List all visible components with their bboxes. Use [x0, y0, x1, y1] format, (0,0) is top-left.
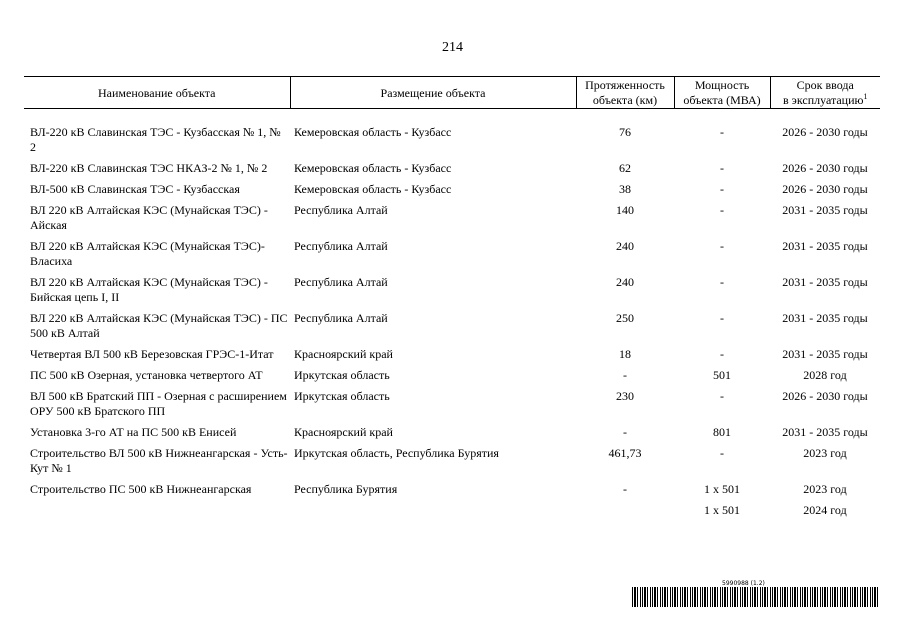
cell-length: 230 [616, 389, 634, 403]
cell-length: 240 [616, 239, 634, 253]
cell-name: ПС 500 кВ Озерная, установка четвертого АТ [30, 368, 263, 382]
cell-power: 801 [713, 425, 731, 439]
barcode-block [632, 580, 880, 607]
cell-length: 140 [616, 203, 634, 217]
cell-power: - [720, 347, 724, 361]
cell-term: 2031 - 2035 годы [782, 275, 868, 289]
cell-name: ВЛ-500 кВ Славинская ТЭС - Кузбасская [30, 182, 240, 196]
cell-length: 461,73 [608, 446, 642, 460]
cell-name: ВЛ 220 кВ Алтайская КЭС (Мунайская ТЭС) - Айская [30, 203, 268, 232]
cell-place: Республика Алтай [294, 311, 388, 325]
cell-power: - [720, 182, 724, 196]
cell-name: ВЛ 220 кВ Алтайская КЭС (Мунайская ТЭС) - ПС 500 кВ Алтай [30, 311, 288, 340]
cell-term: 2028 год [803, 368, 847, 382]
cell-term: 2031 - 2035 годы [782, 425, 868, 439]
objects-table [24, 76, 880, 524]
cell-length: 240 [616, 275, 634, 289]
table-row [24, 446, 880, 482]
table-row [24, 389, 880, 425]
table-row [24, 503, 880, 524]
cell-power: - [720, 311, 724, 325]
table-row [24, 482, 880, 503]
cell-term: 2026 - 2030 годы [782, 182, 868, 196]
cell-length: - [623, 482, 627, 496]
cell-place: Республика Бурятия [294, 482, 398, 496]
cell-place: Республика Алтай [294, 203, 388, 217]
footnote-mark: 1 [863, 92, 868, 101]
cell-term: 2023 год [803, 482, 847, 496]
header-spacer [24, 109, 880, 126]
cell-power: - [720, 389, 724, 403]
cell-length: - [623, 368, 627, 382]
header-length: Протяженность объекта (км) [576, 77, 674, 109]
header-name: Наименование объекта [24, 77, 290, 109]
table-row [24, 125, 880, 161]
cell-place: Кемеровская область - Кузбасс [294, 182, 452, 196]
cell-power: 501 [713, 368, 731, 382]
cell-name: ВЛ-220 кВ Славинская ТЭС НКАЗ-2 № 1, № 2 [30, 161, 268, 175]
cell-power: - [720, 203, 724, 217]
cell-place: Республика Алтай [294, 239, 388, 253]
cell-place: Иркутская область [294, 389, 390, 403]
cell-name: ВЛ 220 кВ Алтайская КЭС (Мунайская ТЭС) - Бийская цепь I, II [30, 275, 268, 304]
cell-length: 38 [619, 182, 631, 196]
cell-place: Красноярский край [294, 425, 393, 439]
cell-place: Иркутская область, Республика Бурятия [294, 446, 499, 460]
cell-power: - [720, 446, 724, 460]
cell-name: ВЛ 500 кВ Братский ПП - Озерная с расширением ОРУ 500 кВ Братского ПП [30, 389, 287, 418]
header-term: Срок ввода в эксплуатацию$^1$ [770, 77, 880, 109]
table-row [24, 347, 880, 368]
cell-term: 2031 - 2035 годы [782, 239, 868, 253]
cell-name: Строительство ВЛ 500 кВ Нижнеангарская - Усть-Кут № 1 [30, 446, 288, 475]
table-row [24, 275, 880, 311]
cell-length: 62 [619, 161, 631, 175]
cell-place: Республика Алтай [294, 275, 388, 289]
header-place: Размещение объекта [290, 77, 576, 109]
cell-term: 2031 - 2035 годы [782, 347, 868, 361]
table-row [24, 311, 880, 347]
cell-place: Кемеровская область - Кузбасс [294, 161, 452, 175]
barcode-code: 5990988 (1.2) [722, 580, 765, 587]
header-power: Мощность объекта (МВА) [674, 77, 770, 109]
table-row [24, 425, 880, 446]
cell-power: - [720, 125, 724, 139]
cell-power: - [720, 275, 724, 289]
page-number: 214 [442, 40, 463, 55]
cell-name: Четвертая ВЛ 500 кВ Березовская ГРЭС-1-Итат [30, 347, 274, 361]
cell-term: 2026 - 2030 годы [782, 161, 868, 175]
cell-term: 2026 - 2030 годы [782, 125, 868, 139]
cell-term: 2031 - 2035 годы [782, 311, 868, 325]
cell-term: 2023 год [803, 446, 847, 460]
table-row [24, 239, 880, 275]
cell-power: 1 х 501 [704, 482, 740, 496]
cell-name: Строительство ПС 500 кВ Нижнеангарская [30, 482, 252, 496]
cell-length: 18 [619, 347, 631, 361]
cell-power: 1 х 501 [704, 503, 740, 517]
cell-length: - [623, 425, 627, 439]
cell-name: ВЛ 220 кВ Алтайская КЭС (Мунайская ТЭС)- Власиха [30, 239, 265, 268]
cell-name [24, 503, 290, 524]
table-header [24, 77, 880, 109]
cell-term: 2024 год [803, 503, 847, 517]
cell-term: 2026 - 2030 годы [782, 389, 868, 403]
cell-length: 76 [619, 125, 631, 139]
table-row [24, 182, 880, 203]
cell-power: - [720, 239, 724, 253]
cell-term: 2031 - 2035 годы [782, 203, 868, 217]
table-row [24, 368, 880, 389]
cell-place [290, 503, 576, 524]
cell-place: Красноярский край [294, 347, 393, 361]
cell-name: ВЛ-220 кВ Славинская ТЭС - Кузбасская № 1, № 2 [30, 125, 281, 154]
cell-name: Установка 3-го АТ на ПС 500 кВ Енисей [30, 425, 237, 439]
cell-length: 250 [616, 311, 634, 325]
cell-place: Кемеровская область - Кузбасс [294, 125, 452, 139]
barcode-image [632, 587, 880, 607]
table-row [24, 203, 880, 239]
table-row [24, 161, 880, 182]
cell-power: - [720, 161, 724, 175]
table-body [24, 109, 880, 525]
cell-place: Иркутская область [294, 368, 390, 382]
cell-length [576, 503, 674, 524]
